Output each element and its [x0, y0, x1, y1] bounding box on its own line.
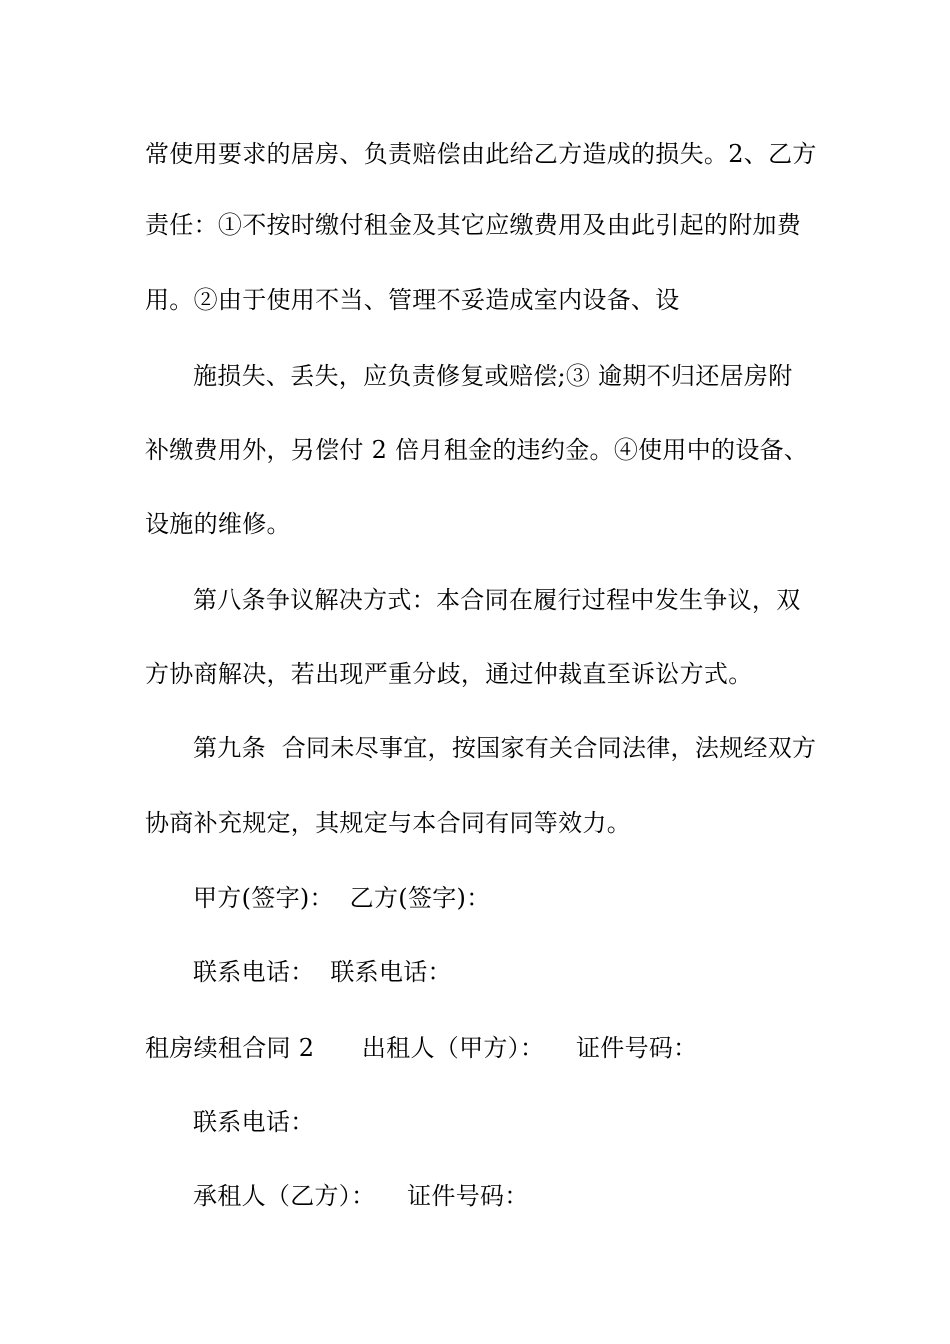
body-text-line: 补缴费用外，另偿付 2 倍月租金的违约金。④使用中的设备、 [145, 436, 809, 464]
body-text-line: 设施的维修。 [145, 510, 291, 538]
body-text-line: 责任：①不按时缴付租金及其它应缴费用及由此引起的附加费 [145, 211, 802, 239]
body-text-line: 施损失、丢失，应负责修复或赔偿;③ 逾期不归还居房附 [193, 362, 793, 390]
body-text-line: 用。②由于使用不当、管理不妥造成室内设备、设 [145, 286, 680, 314]
phone-line: 联系电话： 联系电话： [193, 958, 452, 986]
body-text-line: 协商补充规定，其规定与本合同有同等效力。 [145, 809, 631, 837]
signature-line: 甲方(签字)： 乙方(签字)： [193, 884, 491, 912]
body-text-line: 方协商解决，若出现严重分歧，通过仲裁直至诉讼方式。 [145, 660, 753, 688]
article-8-heading-line: 第八条争议解决方式：本合同在履行过程中发生争议，双 [193, 586, 801, 614]
article-9-heading-line: 第九条 合同未尽事宜，按国家有关合同法律，法规经双方 [193, 734, 817, 762]
body-text-line: 常使用要求的居房、负责赔偿由此给乙方造成的损失。2、乙方 [145, 140, 817, 168]
phone-line: 联系电话： [193, 1108, 315, 1136]
tenant-line: 承租人（乙方）： 证件号码： [193, 1182, 529, 1210]
contract-2-title-line: 租房续租合同 2 出租人（甲方）： 证件号码： [145, 1034, 698, 1062]
